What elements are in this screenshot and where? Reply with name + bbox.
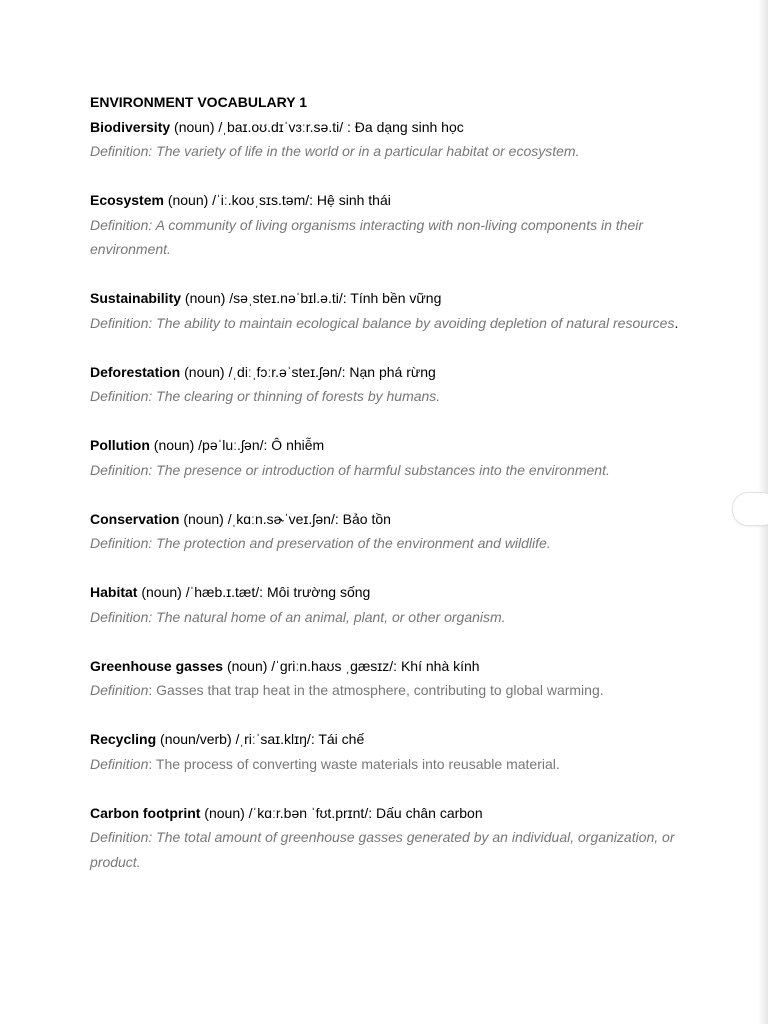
definition-text: : The variety of life in the world or in a particular habitat or ecosystem. <box>148 143 580 159</box>
vocabulary-list <box>90 115 680 875</box>
entry-definition <box>90 605 680 630</box>
entry-translation: Tính bền vững <box>350 290 442 306</box>
vocabulary-entry <box>90 360 680 409</box>
entry-pronunciation: (noun) /səˌsteɪ.nəˈbɪl.ə.ti/: <box>181 290 351 306</box>
entry-heading <box>90 507 680 532</box>
entry-translation: Đa dạng sinh học <box>354 118 464 135</box>
definition-text: : A community of living organisms interacting with non-living components in their environment. <box>90 216 644 257</box>
definition-label: Definition <box>90 608 149 625</box>
definition-label: Definition <box>90 388 149 404</box>
definition-label: Definition <box>90 829 149 845</box>
entry-term: Sustainability <box>90 290 182 306</box>
document-content <box>90 90 680 899</box>
definition-text: : Gasses that trap heat in the atmosphere, contributing to global warming. <box>148 682 604 698</box>
definition-end-punctuation: . <box>674 314 679 331</box>
definition-label: Definition <box>90 682 149 698</box>
entry-term: Ecosystem <box>90 192 164 208</box>
entry-translation: Môi trường sống <box>266 584 371 600</box>
definition-label: Definition <box>90 755 149 772</box>
definition-text: : The natural home of an animal, plant, or other organism. <box>148 608 506 625</box>
entry-translation: Ô nhiễm <box>271 437 325 453</box>
definition-label: Definition <box>90 461 149 478</box>
entry-definition <box>90 458 680 483</box>
entry-pronunciation: (noun) /ˈiː.koʊˌsɪs.təm/: <box>163 192 317 208</box>
definition-text: : The ability to maintain ecological balance by avoiding depletion of natural resources <box>148 314 675 331</box>
entry-heading <box>90 115 680 140</box>
entry-definition <box>90 678 680 703</box>
entry-translation: Khí nhà kính <box>400 657 480 674</box>
definition-text: : The protection and preservation of the environment and wildlife. <box>148 535 551 551</box>
vocabulary-entry <box>90 727 680 776</box>
entry-heading <box>90 360 680 385</box>
entry-pronunciation: (noun/verb) /ˌriːˈsaɪ.klɪŋ/: <box>156 731 319 747</box>
definition-text: : The total amount of greenhouse gasses generated by an individual, organization, or product. <box>90 829 675 870</box>
entry-heading <box>90 580 680 605</box>
document-title: ENVIRONMENT VOCABULARY 1 <box>90 94 308 110</box>
entry-translation: Bảo tồn <box>342 510 391 527</box>
entry-heading <box>90 727 680 752</box>
entry-definition <box>90 311 680 336</box>
entry-pronunciation: (noun) /ˌdiːˌfɔːr.əˈsteɪ.ʃən/: <box>180 363 350 380</box>
entry-term: Habitat <box>90 584 138 600</box>
entry-pronunciation: (noun) /ˈkɑːr.bən ˈfʊt.prɪnt/: <box>200 804 376 821</box>
entry-pronunciation: (noun) /ˈhæb.ɪ.tæt/: <box>137 584 267 600</box>
definition-label: Definition <box>90 535 149 551</box>
entry-definition <box>90 384 680 409</box>
definition-label: Definition <box>90 216 149 233</box>
entry-term: Greenhouse gasses <box>90 657 224 674</box>
vocabulary-entry <box>90 580 680 629</box>
entry-pronunciation: (noun) /pəˈluː.ʃən/: <box>149 437 272 453</box>
entry-pronunciation: (noun) /ˌkɑːn.sɚˈveɪ.ʃən/: <box>179 510 343 527</box>
side-panel-toggle-button[interactable] <box>732 492 768 526</box>
entry-heading <box>90 801 680 826</box>
entry-pronunciation: (noun) /ˈɡriːn.haʊs ˌɡæsɪz/: <box>223 657 401 674</box>
entry-heading <box>90 188 680 213</box>
entry-heading <box>90 286 680 311</box>
entry-term: Recycling <box>90 731 157 747</box>
entry-definition <box>90 825 680 874</box>
definition-text: : The process of converting waste materials into reusable material. <box>148 755 560 772</box>
entry-pronunciation: (noun) /ˌbaɪ.oʊ.dɪˈvɜːr.sə.ti/ : <box>170 118 355 135</box>
entry-term: Deforestation <box>90 363 181 380</box>
definition-text: : The presence or introduction of harmful substances into the environment. <box>148 461 610 478</box>
definition-label: Definition <box>90 314 149 331</box>
vocabulary-entry <box>90 801 680 875</box>
vocabulary-entry <box>90 654 680 703</box>
vocabulary-entry <box>90 433 680 482</box>
entry-term: Pollution <box>90 437 150 453</box>
vocabulary-entry <box>90 115 680 164</box>
definition-text: : The clearing or thinning of forests by humans. <box>148 388 441 404</box>
vocabulary-entry <box>90 507 680 556</box>
vocabulary-entry <box>90 188 680 262</box>
entry-translation: Dấu chân carbon <box>376 804 483 821</box>
entry-definition <box>90 213 680 262</box>
vocabulary-entry <box>90 286 680 335</box>
entry-translation: Tái chế <box>318 731 365 747</box>
definition-label: Definition <box>90 143 149 159</box>
entry-term: Biodiversity <box>90 118 171 135</box>
entry-definition <box>90 752 680 777</box>
entry-term: Carbon footprint <box>90 804 201 821</box>
entry-translation: Hệ sinh thái <box>316 192 391 208</box>
entry-translation: Nạn phá rừng <box>349 363 436 380</box>
entry-definition <box>90 531 680 556</box>
entry-term: Conservation <box>90 510 180 527</box>
entry-heading <box>90 654 680 679</box>
entry-definition <box>90 139 680 164</box>
entry-heading <box>90 433 680 458</box>
